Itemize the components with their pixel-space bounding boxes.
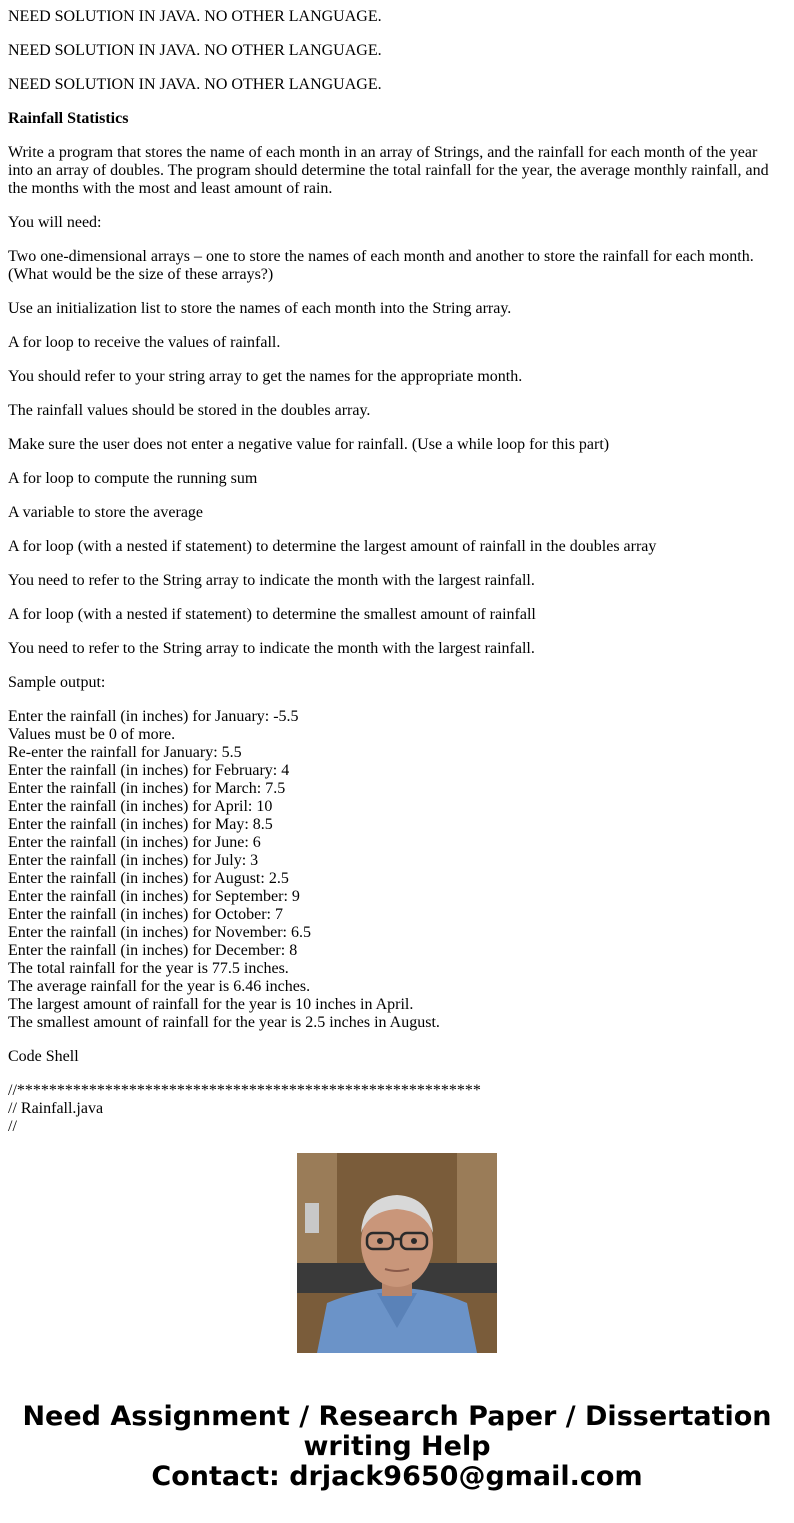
sample-output-label: Sample output: <box>8 674 106 691</box>
sample-output-line: The total rainfall for the year is 77.5 inches. <box>8 960 289 977</box>
code-shell-line: // <box>8 1118 17 1135</box>
requirement-5: The rainfall values should be stored in the doubles array. <box>8 402 371 419</box>
person-photo-icon <box>297 1153 497 1353</box>
requirement-9: A for loop (with a nested if statement) to determine the largest amount of rainfall in the doubles array <box>8 538 657 555</box>
requirement-8: A variable to store the average <box>8 504 204 521</box>
sample-output-line: Enter the rainfall (in inches) for June: 6 <box>8 834 261 851</box>
avatar <box>297 1153 497 1353</box>
requirement-1: Two one-dimensional arrays – one to store the names of each month and another to store the rainfall for each month. (What would be the size of these arrays?) <box>8 248 754 283</box>
sample-output-line: Enter the rainfall (in inches) for April: 10 <box>8 798 273 815</box>
footer-line-1: Need Assignment / Research Paper / Dissertation <box>22 1401 772 1432</box>
sample-output-line: Enter the rainfall (in inches) for July: 3 <box>8 852 259 869</box>
notice-line-3: NEED SOLUTION IN JAVA. NO OTHER LANGUAGE. <box>8 76 382 93</box>
code-shell-line: //********************************************************** <box>8 1082 481 1099</box>
sample-output-line: Enter the rainfall (in inches) for February: 4 <box>8 762 290 779</box>
requirement-4: You should refer to your string array to get the names for the appropriate month. <box>8 368 523 385</box>
requirement-11: A for loop (with a nested if statement) to determine the smallest amount of rainfall <box>8 606 536 623</box>
requirement-6: Make sure the user does not enter a negative value for rainfall. (Use a while loop for this part) <box>8 436 610 453</box>
sample-output-line: Enter the rainfall (in inches) for May: 8.5 <box>8 816 273 833</box>
sample-output-line: The largest amount of rainfall for the year is 10 inches in April. <box>8 996 414 1013</box>
requirement-12: You need to refer to the String array to indicate the month with the largest rainfall. <box>8 640 535 657</box>
sample-output-line: Enter the rainfall (in inches) for December: 8 <box>8 942 298 959</box>
sample-output-line: Enter the rainfall (in inches) for January: -5.5 <box>8 708 299 725</box>
footer-line-2: writing Help <box>303 1431 491 1462</box>
sample-output-line: Enter the rainfall (in inches) for March: 7.5 <box>8 780 286 797</box>
footer-banner <box>0 1402 794 1492</box>
code-shell-label: Code Shell <box>8 1048 79 1065</box>
you-will-need-label: You will need: <box>8 214 102 231</box>
footer-contact: Contact: drjack9650@gmail.com <box>151 1461 643 1492</box>
sample-output-line: The average rainfall for the year is 6.46 inches. <box>8 978 311 995</box>
sample-output-line: Enter the rainfall (in inches) for November: 6.5 <box>8 924 311 941</box>
sample-output-line: Values must be 0 of more. <box>8 726 176 743</box>
requirement-10: You need to refer to the String array to indicate the month with the largest rainfall. <box>8 572 535 589</box>
code-shell-line: // Rainfall.java <box>8 1100 104 1117</box>
sample-output-line: Enter the rainfall (in inches) for September: 9 <box>8 888 300 905</box>
description-paragraph: Write a program that stores the name of each month in an array of Strings, and the rainfall for each month of the year into an array of doubles. The program should determine the total rainfall for the year, the average monthly rainfall, and the months with the most and least amount of rain. <box>8 144 769 197</box>
document-title <box>8 110 784 128</box>
sample-output-line: Re-enter the rainfall for January: 5.5 <box>8 744 242 761</box>
sample-output-line: Enter the rainfall (in inches) for October: 7 <box>8 906 283 923</box>
requirement-7: A for loop to compute the running sum <box>8 470 258 487</box>
requirement-2: Use an initialization list to store the names of each month into the String array. <box>8 300 512 317</box>
document-body <box>8 0 784 1135</box>
notice-line-2: NEED SOLUTION IN JAVA. NO OTHER LANGUAGE. <box>8 42 382 59</box>
requirement-3: A for loop to receive the values of rainfall. <box>8 334 281 351</box>
notice-line-1: NEED SOLUTION IN JAVA. NO OTHER LANGUAGE. <box>8 8 382 25</box>
document-title-text: Rainfall Statistics <box>8 110 129 127</box>
sample-output-line: Enter the rainfall (in inches) for August: 2.5 <box>8 870 289 887</box>
sample-output-line: The smallest amount of rainfall for the year is 2.5 inches in August. <box>8 1014 440 1031</box>
